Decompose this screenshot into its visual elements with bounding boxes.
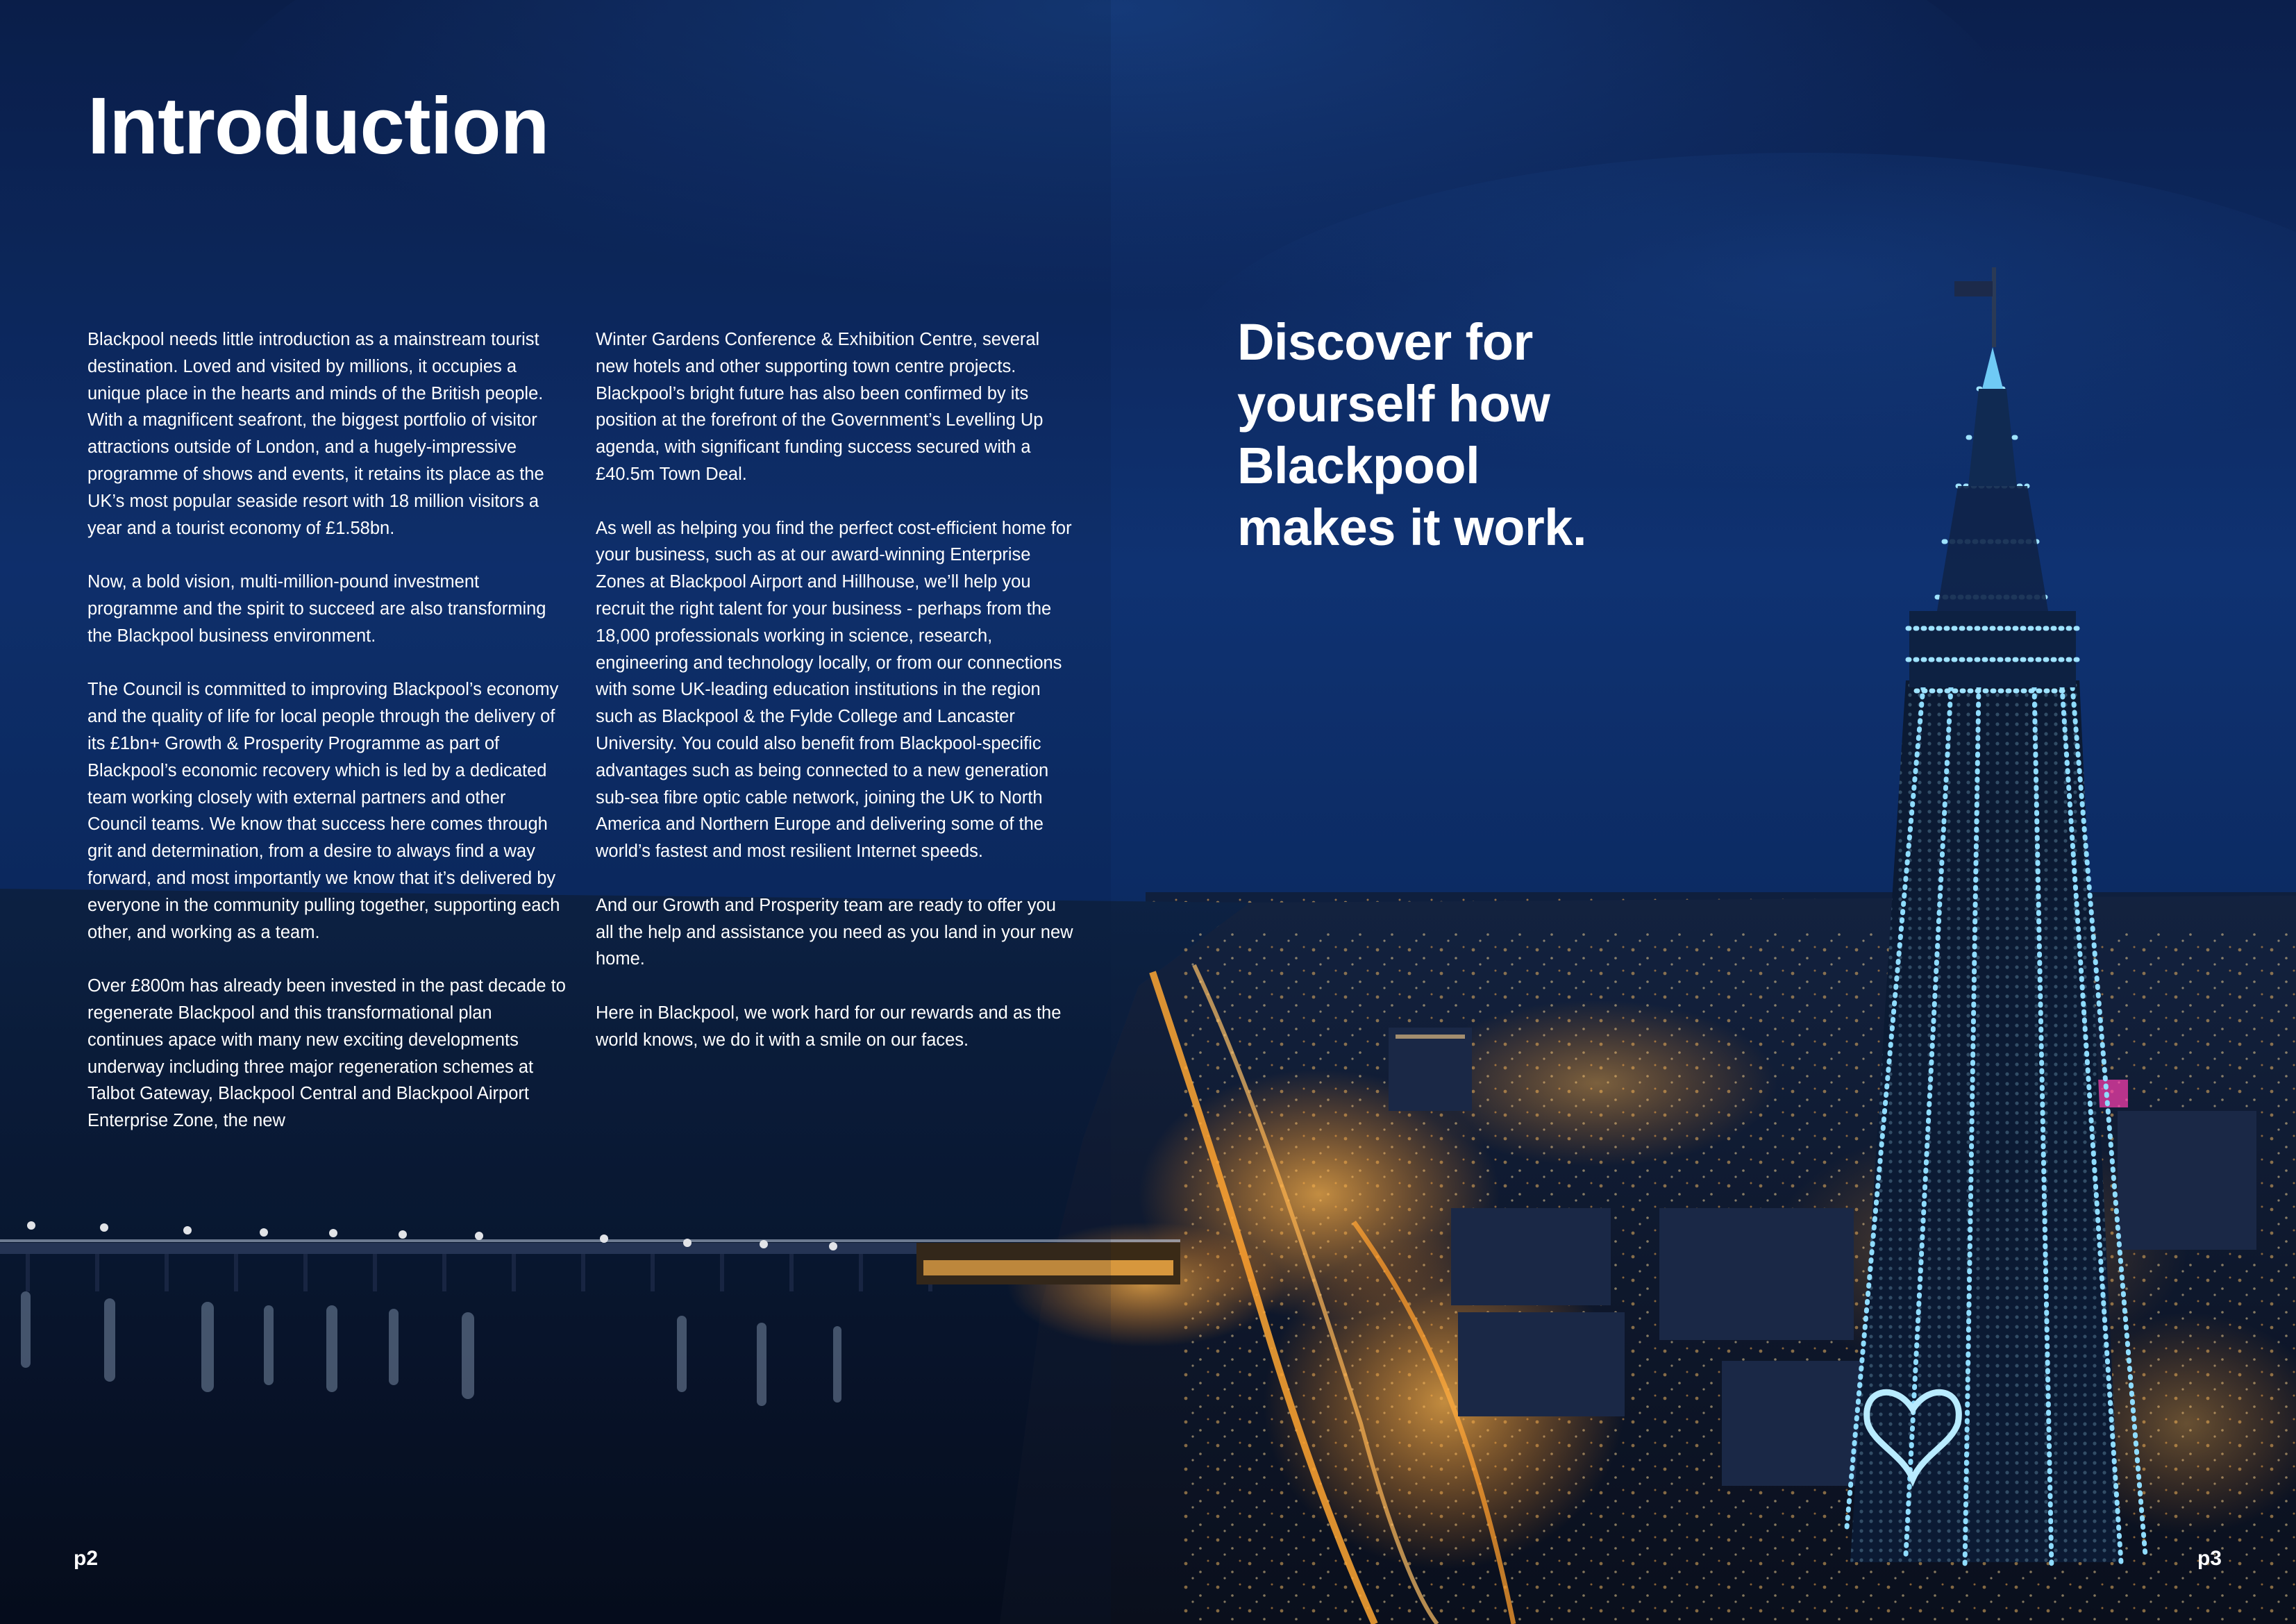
paragraph: The Council is committed to improving Blackpool’s economy and the quality of life for local people through the delivery of its £1bn+ Growth & Prosperity Programme as part of Blackpool’s economic recovery which is led by a dedicated team working closely with external partners and other Council teams. We know that success here comes through grit and determination, from a desire to always find a way forward, and most importantly we know that it’s delivered by everyone in the community pulling together, supporting each other, and working as a team. <box>87 680 560 942</box>
paragraph: Winter Gardens Conference & Exhibition Centre, several new hotels and other supporting town centre projects. Blackpool’s bright future has also been confirmed by its position at the forefront of the Government’s Levelling Up agenda, with significant funding success secured with a £40.5m Town Deal. <box>596 330 1044 484</box>
paragraph: Blackpool needs little introduction as a mainstream tourist destination. Loved and visited by millions, it occupies a unique place in the hearts and minds of the British people. With a magnificent seafront, the biggest portfolio of visitor attractions outside of London, and a hugely-impressive programme of shows and events, it retains its place as the UK’s most popular seaside resort with 18 million visitors a year and a tourist economy of £1.58bn. <box>87 330 544 538</box>
tagline: Discover for yourself how Blackpool makes it work. <box>1237 313 1587 556</box>
page-number-left: p2 <box>74 1547 99 1570</box>
paragraph: Over £800m has already been invested in the past decade to regenerate Blackpool and this transformational plan continues apace with many new exciting developments underway including three major regeneration schemes at Talbot Gateway, Blackpool Central and Blackpool Airport Enterprise Zone, the new <box>87 976 566 1131</box>
body-column-left <box>87 326 567 1162</box>
page-number-right: p3 <box>2197 1547 2222 1570</box>
paragraph: Here in Blackpool, we work hard for our rewards and as the world knows, we do it with a smile on our faces. <box>596 1003 1062 1050</box>
paragraph: Now, a bold vision, multi-million-pound investment programme and the spirit to succeed are also transforming the Blackpool business environment. <box>87 572 546 646</box>
page-title: Introduction <box>87 81 549 171</box>
body-column-right <box>596 326 1075 1080</box>
paragraph: As well as helping you find the perfect cost-efficient home for your business, such as at our award-winning Enterprise Zones at Blackpool Airport and Hillhouse, we’ll help you recruit the right talent for your business - perhaps from the 18,000 professionals working in science, research, engineering and technology locally, or from our connections with some UK-leading education institutions in the region such as Blackpool & the Fylde College and Lancaster University. You could also benefit from Blackpool-specific advantages such as being connected to a new generation sub-sea fibre optic cable network, joining the UK to North America and Northern Europe and delivering some of the world’s fastest and most resilient Internet speeds. <box>596 518 1072 862</box>
paragraph: And our Growth and Prosperity team are ready to offer you all the help and assistance you need as you land in your new home. <box>596 895 1073 969</box>
